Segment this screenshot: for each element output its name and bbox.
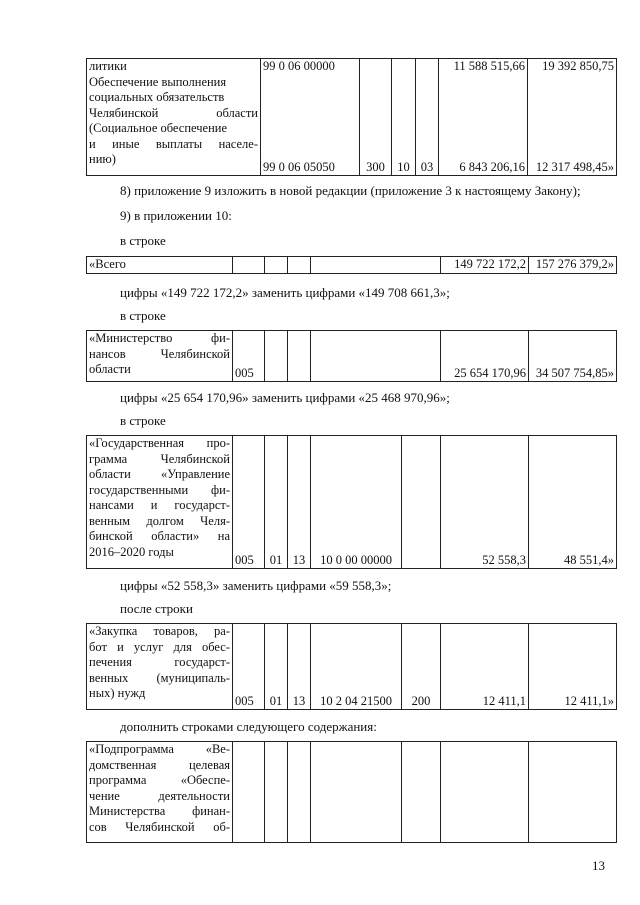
name-line: «Подпрограмма «Ве- (89, 742, 230, 756)
name-line: и иные выплаты населе- (89, 136, 258, 151)
name-line: бинской области» на (89, 529, 230, 543)
name-line: Челябинской области (89, 105, 258, 120)
subsection: 13 (288, 624, 311, 710)
sum2: 12 411,1» (529, 624, 617, 710)
replace-instruction-3: цифры «52 558,3» заменить цифрами «59 558,3»; (120, 578, 392, 593)
target-code-top: 99 0 06 00000 (263, 59, 335, 73)
code-cell (261, 59, 360, 176)
empty-cell (441, 742, 529, 843)
empty-cell (311, 742, 402, 843)
name-line: Министерства финан- (89, 804, 230, 818)
row-name (87, 742, 233, 843)
name-line: венных (муниципаль- (89, 670, 230, 685)
paragraph-9: 9) в приложении 10: (120, 208, 232, 223)
table-ministry (86, 330, 617, 382)
sum1-bottom: 6 843 206,16 (459, 159, 525, 174)
section: 01 (265, 436, 288, 569)
empty-cell (288, 331, 311, 382)
name-line: «Государственная про- (89, 436, 230, 450)
row-name (87, 59, 261, 176)
subsection: 03 (416, 59, 439, 176)
name-line: нансов Челябинской (89, 346, 230, 361)
section: 01 (265, 624, 288, 710)
name-line: сов Челябинской об- (89, 819, 230, 834)
sum2: 48 551,4» (529, 436, 617, 569)
empty-cell (265, 742, 288, 843)
name-line: «Министерство фи- (89, 331, 230, 345)
name-line: грамма Челябинской (89, 451, 230, 466)
target-code: 10 0 00 00000 (311, 436, 402, 569)
name-line: (Социальное обеспечение (89, 121, 228, 135)
sum2-cell (528, 59, 617, 176)
table-state-program (86, 435, 617, 569)
name-line: программа «Обеспе- (89, 773, 230, 787)
sum2-top: 19 392 850,75 (542, 59, 614, 73)
paragraph-8: 8) приложение 9 изложить в новой редакции (приложение 3 к настоящему Закону); (120, 183, 581, 198)
row-name (87, 331, 233, 382)
instruction-in-row: в строке (120, 308, 166, 323)
sum1-top: 11 588 515,66 (453, 59, 525, 73)
sum2-bottom: 12 317 498,45» (535, 159, 614, 174)
department-code: 005 (233, 624, 265, 710)
sum1: 52 558,3 (441, 436, 529, 569)
name-line: ных) нужд (89, 686, 146, 700)
expense-type: 200 (402, 624, 441, 710)
sum2: 157 276 379,2» (529, 257, 617, 274)
empty-cell (311, 257, 441, 274)
sum2: 34 507 754,85» (529, 331, 617, 382)
name-line: печения государст- (89, 655, 230, 669)
add-rows-instruction: дополнить строками следующего содержания: (120, 719, 377, 734)
name-line: венным долгом Челя- (89, 513, 230, 528)
section: 10 (392, 59, 416, 176)
replace-instruction-2: цифры «25 654 170,96» заменить цифрами «25 468 970,96»; (120, 390, 450, 405)
name-line: «Закупка товаров, ра- (89, 624, 230, 638)
empty-cell (233, 257, 265, 274)
empty-cell (402, 436, 441, 569)
name-line: 2016–2020 годы (89, 544, 174, 559)
sum1: 25 654 170,96 (441, 331, 529, 382)
department-code: 005 (233, 331, 265, 382)
sum1: 12 411,1 (441, 624, 529, 710)
instruction-in-row: в строке (120, 413, 166, 428)
name-line: бот и услуг для обес- (89, 639, 230, 654)
empty-cell (402, 742, 441, 843)
table-total (86, 256, 617, 274)
name-line: социальных обязательств (89, 90, 225, 104)
empty-cell (288, 257, 311, 274)
empty-cell (288, 742, 311, 843)
empty-cell (265, 331, 288, 382)
name-line: литики (89, 59, 127, 73)
name-line: области (89, 362, 131, 376)
instruction-in-row: в строке (120, 233, 166, 248)
department-code: 005 (233, 436, 265, 569)
name-line: чение деятельности (89, 788, 230, 803)
name-line: государственными фи- (89, 482, 230, 497)
instruction-after-row: после строки (120, 601, 193, 616)
row-name (87, 436, 233, 569)
table-social-obligations (86, 58, 617, 176)
empty-cell (529, 742, 617, 843)
sum1: 149 722 172,2 (441, 257, 529, 274)
replace-instruction-1: цифры «149 722 172,2» заменить цифрами «149 708 661,3»; (120, 285, 450, 300)
subsection: 13 (288, 436, 311, 569)
name-line: Обеспечение выполнения (89, 74, 227, 89)
empty-cell (265, 257, 288, 274)
page-number: 13 (592, 858, 605, 873)
expense-type: 300 (360, 59, 392, 176)
row-name (87, 624, 233, 710)
row-name: «Всего (87, 257, 233, 274)
name-line: нию) (89, 152, 116, 166)
table-procurement (86, 623, 617, 710)
sum1-cell (439, 59, 528, 176)
empty-cell (311, 331, 441, 382)
name-line: области «Управление (89, 467, 230, 481)
target-code-bottom: 99 0 06 05050 (263, 159, 335, 174)
empty-cell (233, 742, 265, 843)
target-code: 10 2 04 21500 (311, 624, 402, 710)
table-subprogram (86, 741, 617, 843)
name-line: нансами и государст- (89, 498, 230, 512)
name-line: домственная целевая (89, 757, 230, 772)
